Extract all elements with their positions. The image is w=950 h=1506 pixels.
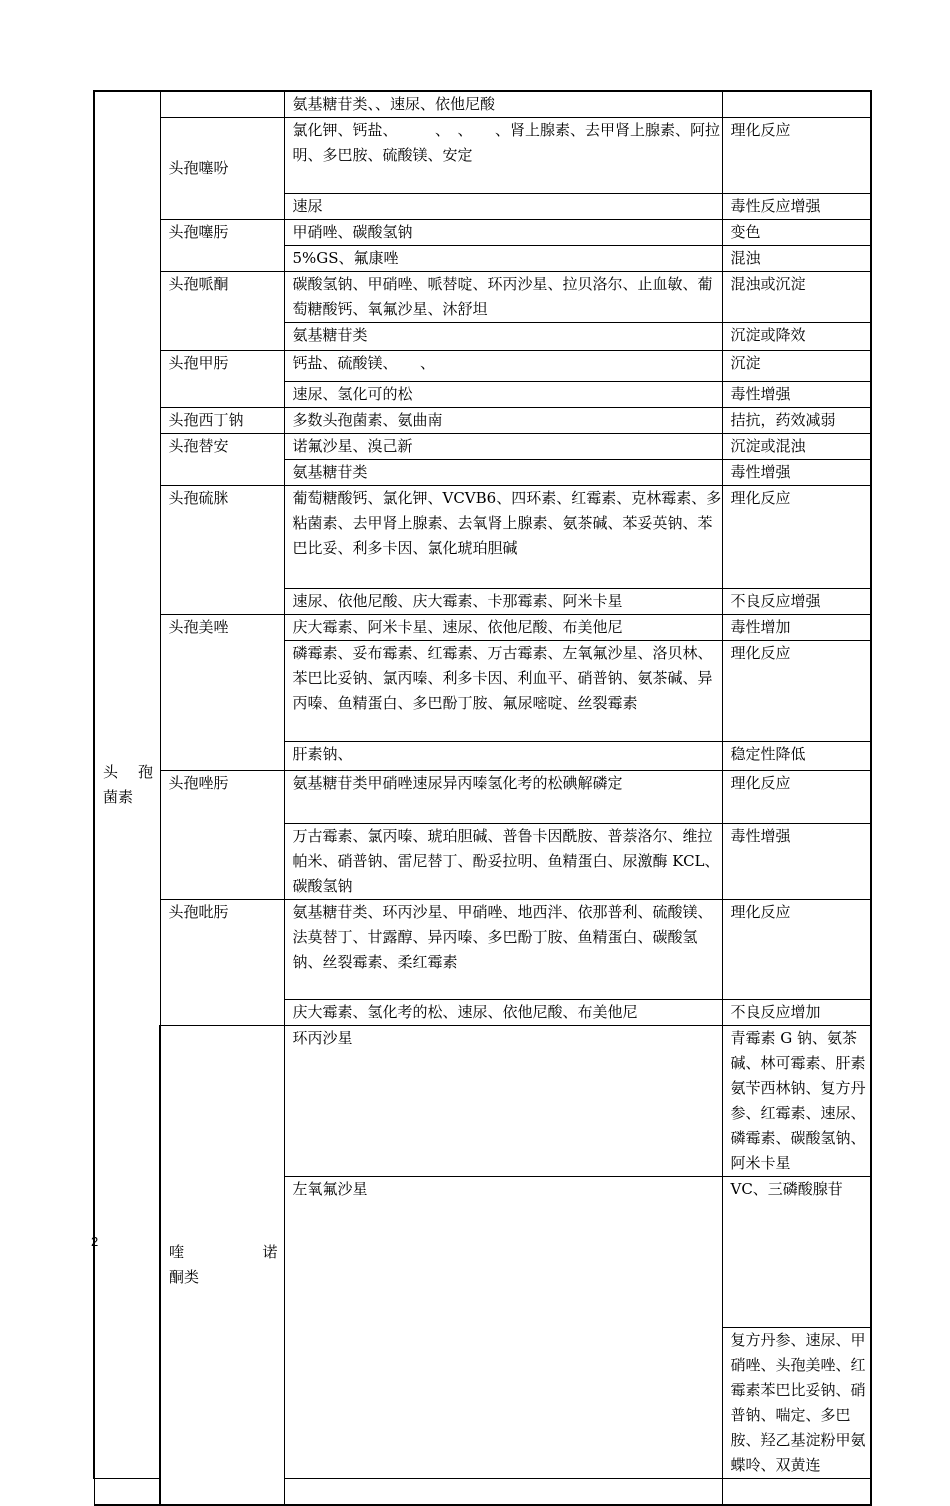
combo-cell: VC、三磷酸腺苷 (722, 1177, 871, 1328)
effect-cell (722, 91, 871, 118)
table-row (94, 220, 871, 246)
effect-cell: 毒性增强 (722, 460, 871, 486)
drug-incompatibility-table (93, 90, 872, 1506)
combo-cell: 氯化钾、钙盐、 、 、 、肾上腺素、去甲肾上腺素、阿拉明、多巴胺、硫酸镁、安定 (284, 118, 722, 194)
drug-name-cell (94, 1479, 160, 1505)
effect-cell: 稳定性降低 (722, 742, 871, 771)
combo-cell: 碳酸氢钠、甲硝唑、哌替啶、环丙沙星、拉贝洛尔、止血敏、葡萄糖酸钙、氧氟沙星、沐舒坦 (284, 272, 722, 323)
effect-cell: 拮抗，药效减弱 (722, 408, 871, 434)
combo-cell: 速尿、氢化可的松 (284, 382, 722, 408)
combo-cell: 氨基糖苷类甲硝唑速尿异丙嗪氢化考的松碘解磷定 (284, 771, 722, 824)
effect-cell: 不良反应增强 (722, 589, 871, 615)
combo-cell: 青霉素 G 钠、氨茶碱、林可霉素、肝素氨苄西林钠、复方丹参、红霉素、速尿、磷霉素、碳酸氢钠、阿米卡星 (722, 1026, 871, 1177)
table-row (94, 434, 871, 460)
effect-cell: 毒性增强 (722, 382, 871, 408)
drug-name-cell (160, 91, 284, 118)
effect-cell: 混浊或沉淀 (722, 272, 871, 323)
table-row (94, 615, 871, 641)
combo-cell: 复方丹参、速尿、甲硝唑、头孢美唑、红霉素苯巴比妥钠、硝普钠、喘定、多巴胺、羟乙基淀粉甲氨蝶呤、双黄连 (722, 1328, 871, 1479)
table-row (94, 408, 871, 434)
category-cell (160, 1026, 284, 1505)
drug-name-cell: 头孢唑肟 (160, 771, 284, 900)
combo-cell: 诺氟沙星、溴己新 (284, 434, 722, 460)
drug-name-cell: 头孢吡肟 (160, 900, 284, 1026)
table-row (94, 486, 871, 589)
drug-name-cell: 头孢甲肟 (160, 351, 284, 408)
table-row (94, 272, 871, 323)
drug-name-cell: 环丙沙星 (284, 1026, 722, 1177)
drug-name-cell: 头孢西丁钠 (160, 408, 284, 434)
effect-cell: 变色 (722, 220, 871, 246)
effect-cell: 毒性增强 (722, 824, 871, 900)
effect-cell (722, 1479, 871, 1505)
drug-name-cell: 左氧氟沙星 (284, 1177, 722, 1479)
drug-name-cell: 头孢硫脒 (160, 486, 284, 615)
table-row (94, 91, 871, 118)
effect-cell: 毒性反应增强 (722, 194, 871, 220)
table-row (94, 118, 871, 194)
effect-cell: 毒性增加 (722, 615, 871, 641)
effect-cell: 沉淀 (722, 351, 871, 382)
category-char: 诺 (262, 1242, 278, 1261)
combo-cell: 氨基糖苷类 (284, 460, 722, 486)
table-row (94, 771, 871, 824)
effect-cell: 沉淀或降效 (722, 323, 871, 351)
effect-cell: 理化反应 (722, 486, 871, 589)
category-label: 酮类 (169, 1267, 200, 1286)
category-char: 头 (103, 763, 119, 781)
drug-name-cell: 头孢噻吩 (160, 118, 284, 220)
category-cell (94, 91, 160, 1479)
combo-cell: 速尿 (284, 194, 722, 220)
table-row (94, 351, 871, 382)
combo-cell: 葡萄糖酸钙、氯化钾、VCVB6、四环素、红霉素、克林霉素、多粘菌素、去甲肾上腺素、去氧肾上腺素、氨茶碱、苯妥英钠、苯巴比妥、利多卡因、氯化琥珀胆碱 (284, 486, 722, 589)
combo-cell: 万古霉素、氯丙嗪、琥珀胆碱、普鲁卡因酰胺、普萘洛尔、维拉帕米、硝普钠、雷尼替丁、酚妥拉明、鱼精蛋白、尿激酶 KCL、碳酸氢钠 (284, 824, 722, 900)
combo-cell (284, 1479, 722, 1505)
combo-cell: 速尿、依他尼酸、庆大霉素、卡那霉素、阿米卡星 (284, 589, 722, 615)
combo-cell: 肝素钠、 (284, 742, 722, 771)
category-char: 喹 (169, 1242, 185, 1261)
table-row (94, 900, 871, 1000)
drug-name-cell: 头孢噻肟 (160, 220, 284, 272)
combo-cell: 氨基糖苷类 (284, 323, 722, 351)
combo-cell: 多数头孢菌素、氨曲南 (284, 408, 722, 434)
table-row (94, 1026, 871, 1177)
combo-cell: 氨基糖苷类、环丙沙星、甲硝唑、地西泮、依那普利、硫酸镁、法莫替丁、甘露醇、异丙嗪、多巴酚丁胺、鱼精蛋白、碳酸氢钠、丝裂霉素、柔红霉素 (284, 900, 722, 1000)
combo-cell: 庆大霉素、氢化考的松、速尿、依他尼酸、布美他尼 (284, 1000, 722, 1026)
page-number: 2 (91, 1234, 99, 1249)
combo-cell: 甲硝唑、碳酸氢钠 (284, 220, 722, 246)
category-label: 菌素 (103, 788, 134, 806)
category-char: 孢 (137, 763, 153, 781)
combo-cell: 氨基糖苷类、、速尿、依他尼酸 (284, 91, 722, 118)
combo-cell: 钙盐、硫酸镁、 、 (284, 351, 722, 382)
effect-cell: 混浊 (722, 246, 871, 272)
combo-cell: 磷霉素、妥布霉素、红霉素、万古霉素、左氧氟沙星、洛贝林、苯巴比妥钠、氯丙嗪、利多卡因、利血平、硝普钠、氨茶碱、异丙嗪、鱼精蛋白、多巴酚丁胺、氟尿嘧啶、丝裂霉素 (284, 641, 722, 742)
drug-name-cell: 头孢替安 (160, 434, 284, 486)
effect-cell: 理化反应 (722, 118, 871, 194)
effect-cell: 理化反应 (722, 771, 871, 824)
effect-cell: 理化反应 (722, 900, 871, 1000)
combo-cell: 庆大霉素、阿米卡星、速尿、依他尼酸、布美他尼 (284, 615, 722, 641)
combo-cell: 5%GS、氟康唑 (284, 246, 722, 272)
drug-name-cell: 头孢哌酮 (160, 272, 284, 351)
effect-cell: 理化反应 (722, 641, 871, 742)
effect-cell: 不良反应增加 (722, 1000, 871, 1026)
effect-cell: 沉淀或混浊 (722, 434, 871, 460)
drug-name-cell: 头孢美唑 (160, 615, 284, 771)
